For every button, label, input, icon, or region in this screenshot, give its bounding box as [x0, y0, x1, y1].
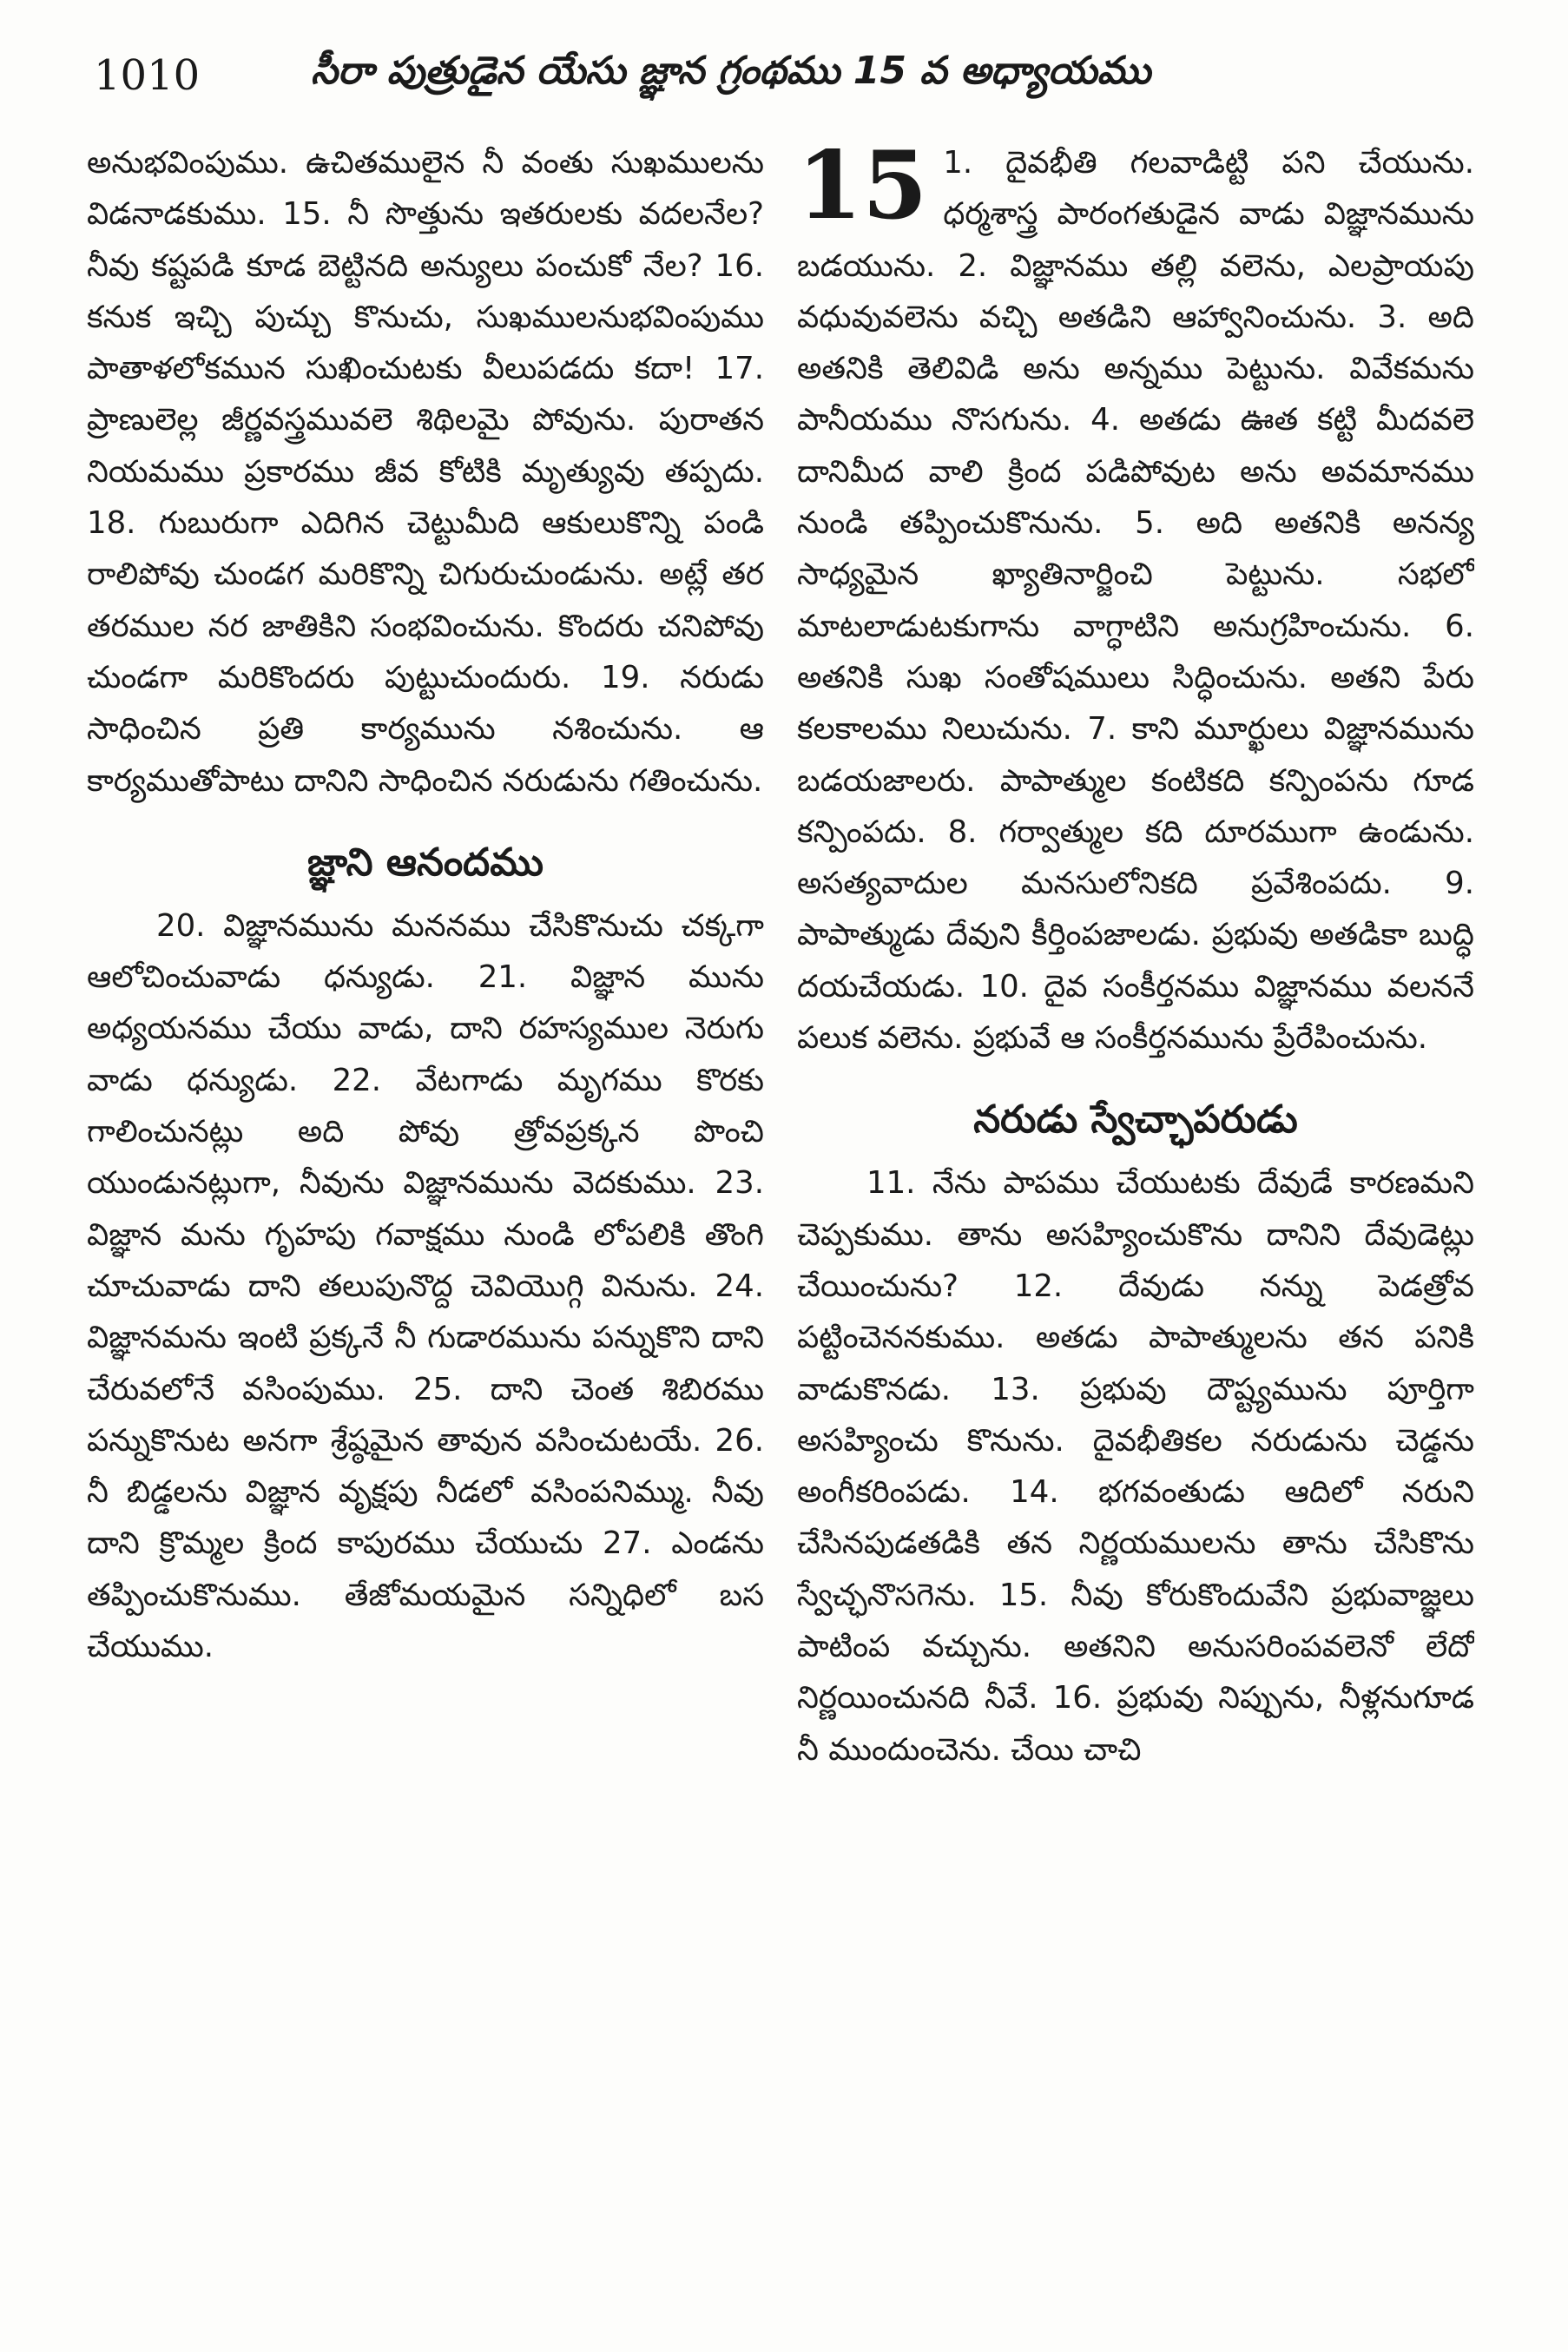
section-heading-wise-joy: జ్ఞాని ఆనందము [306, 840, 544, 885]
chapter-number: 15 [797, 137, 928, 240]
right-paragraph-1: 1. దైవభీతి గలవాడిట్టి పని చేయును. ధర్మశాస్త్ర పారంగతుడైన వాడు విజ్ఞానమును బడయును. 2. విజ్ఞానము తల్లి వలెను, ఎలప్రాయపు వధువువలెను వచ్చి అతడిని ఆహ్వానించును. 3. అది అతనికి తెలివిడి అను అన్నము పెట్టును. వివేకమను పానీయము నొసగును. 4. అతడు ఊత కట్టి మీదవలె దానిమీద వాలి క్రింద పడిపోవుట అను అవమానము నుండి తప్పించుకొనును. 5. అది అతనికి అనన్య సాధ్యమైన ఖ్యాతినార్జించి పెట్టును. సభలో మాటలాడుటకుగాను వాగ్ధాటిని అనుగ్రహించును. 6. అతనికి సుఖ సంతోషములు సిద్ధించును. అతని పేరు కలకాలము నిలుచును. 7. కాని మూర్ఖులు విజ్ఞానమును బడయజాలరు. పాపాత్ముల కంటికది కన్పింపను గూడ కన్పింపదు. 8. గర్వాత్ముల కది దూరముగా ఉండును. అసత్యవాదుల మనసులోనికది ప్రవేశింపదు. 9. పాపాత్ముడు దేవుని కీర్తింపజాలడు. ప్రభువు అతడికా బుద్ధి దయచేయడు. 10. దైవ సంకీర్తనము విజ్ఞానము వలననే పలుక వలెను. ప్రభువే ఆ సంకీర్తనమును ప్రేరేపించును. [797, 145, 1474, 1057]
page-header [94, 45, 1483, 106]
left-paragraph-2: 20. విజ్ఞానమును మననము చేసికొనుచు చక్కగా ఆలోచించువాడు ధన్యుడు. 21. విజ్ఞాన మును అధ్యయనము చేయు వాడు, దాని రహస్యముల నెరుగు వాడు ధన్యుడు. 22. వేటగాడు మృగము కొరకు గాలించునట్లు అది పోవు త్రోవప్రక్కన పొంచి యుండునట్లుగా, నీవును విజ్ఞానమును వెదకుము. 23. విజ్ఞాన మను గృహపు గవాక్షము నుండి లోపలికి తొంగి చూచువాడు దాని తలుపునొద్ద చెవియొగ్గి వినును. 24. విజ్ఞానమను ఇంటి ప్రక్కనే నీ గుడారమును పన్నుకొని దాని చేరువలోనే వసింపుము. 25. దాని చెంత శిబిరము పన్నుకొనుట అనగా శ్రేష్ఠమైన తావున వసించుటయే. 26. నీ బిడ్డలను విజ్ఞాన వృక్షపు నీడలో వసింపనిమ్ము. నీవు దాని క్రొమ్మల క్రింద కాపురము చేయుచు 27. ఎండను తప్పించుకొనుము. తేజోమయమైన సన్నిధిలో బస చేయుము. [87, 907, 764, 1665]
right-paragraph-2: 11. నేను పాపము చేయుటకు దేవుడే కారణమని చెప్పకుము. తాను అసహ్యించుకొను దానిని దేవుడెట్లు చేయించును? 12. దేవుడు నన్ను పెడత్రోవ పట్టించెననకుము. అతడు పాపాత్ములను తన పనికి వాడుకొనడు. 13. ప్రభువు దౌష్ట్యమును పూర్తిగా అసహ్యించు కొనును. దైవభీతికల నరుడును చెడ్డను అంగీకరింపడు. 14. భగవంతుడు ఆదిలో నరుని చేసినపుడతడికి తన నిర్ణయములను తాను చేసికొను స్వేచ్ఛనొసగెను. 15. నీవు కోరుకొందువేని ప్రభువాజ్ఞలు పాటింప వచ్చును. అతనిని అనుసరింపవలెనో లేదో నిర్ణయించునది నీవే. 16. ప్రభువు నిప్పును, నీళ్లనుగూడ నీ ముందుంచెను. చేయి చాచి [797, 1165, 1474, 1768]
right-column [797, 137, 1474, 2308]
page-number: 1010 [94, 51, 201, 100]
section-heading-free-will: నరుడు స్వేచ్ఛాపరుడు [973, 1097, 1298, 1143]
left-paragraph-1: అనుభవింపుము. ఉచితములైన నీ వంతు సుఖములను విడనాడకుము. 15. నీ సొత్తును ఇతరులకు వదలనేల? నీవు కష్టపడి కూడ బెట్టినది అన్యులు పంచుకో నేల? 16. కనుక ఇచ్చి పుచ్చు కొనుచు, సుఖములనుభవింపుము పాతాళలోకమున సుఖించుటకు వీలుపడదు కదా! 17. ప్రాణులెల్ల జీర్ణవస్త్రమువలె శిథిలమై పోవును. పురాతన నియమము ప్రకారము జీవ కోటికి మృత్యువు తప్పదు. 18. గుబురుగా ఎదిగిన చెట్టుమీది ఆకులుకొన్ని పండి రాలిపోవు చుండగ మరికొన్ని చిగురుచుండును. అట్లే తర తరముల నర జాతికిని సంభవించును. కొందరు చనిపోవు చుండగా మరికొందరు పుట్టుచుందురు. 19. నరుడు సాధించిన ప్రతి కార్యమును నశించును. ఆ కార్యముతోపాటు దానిని సాధించిన నరుడును గతించును. [87, 145, 764, 799]
running-title: సీరా పుత్రుడైన యేసు జ్ఞాన గ్రంథము 15 వ అధ్యాయము [311, 49, 1151, 93]
left-column [87, 137, 764, 2308]
